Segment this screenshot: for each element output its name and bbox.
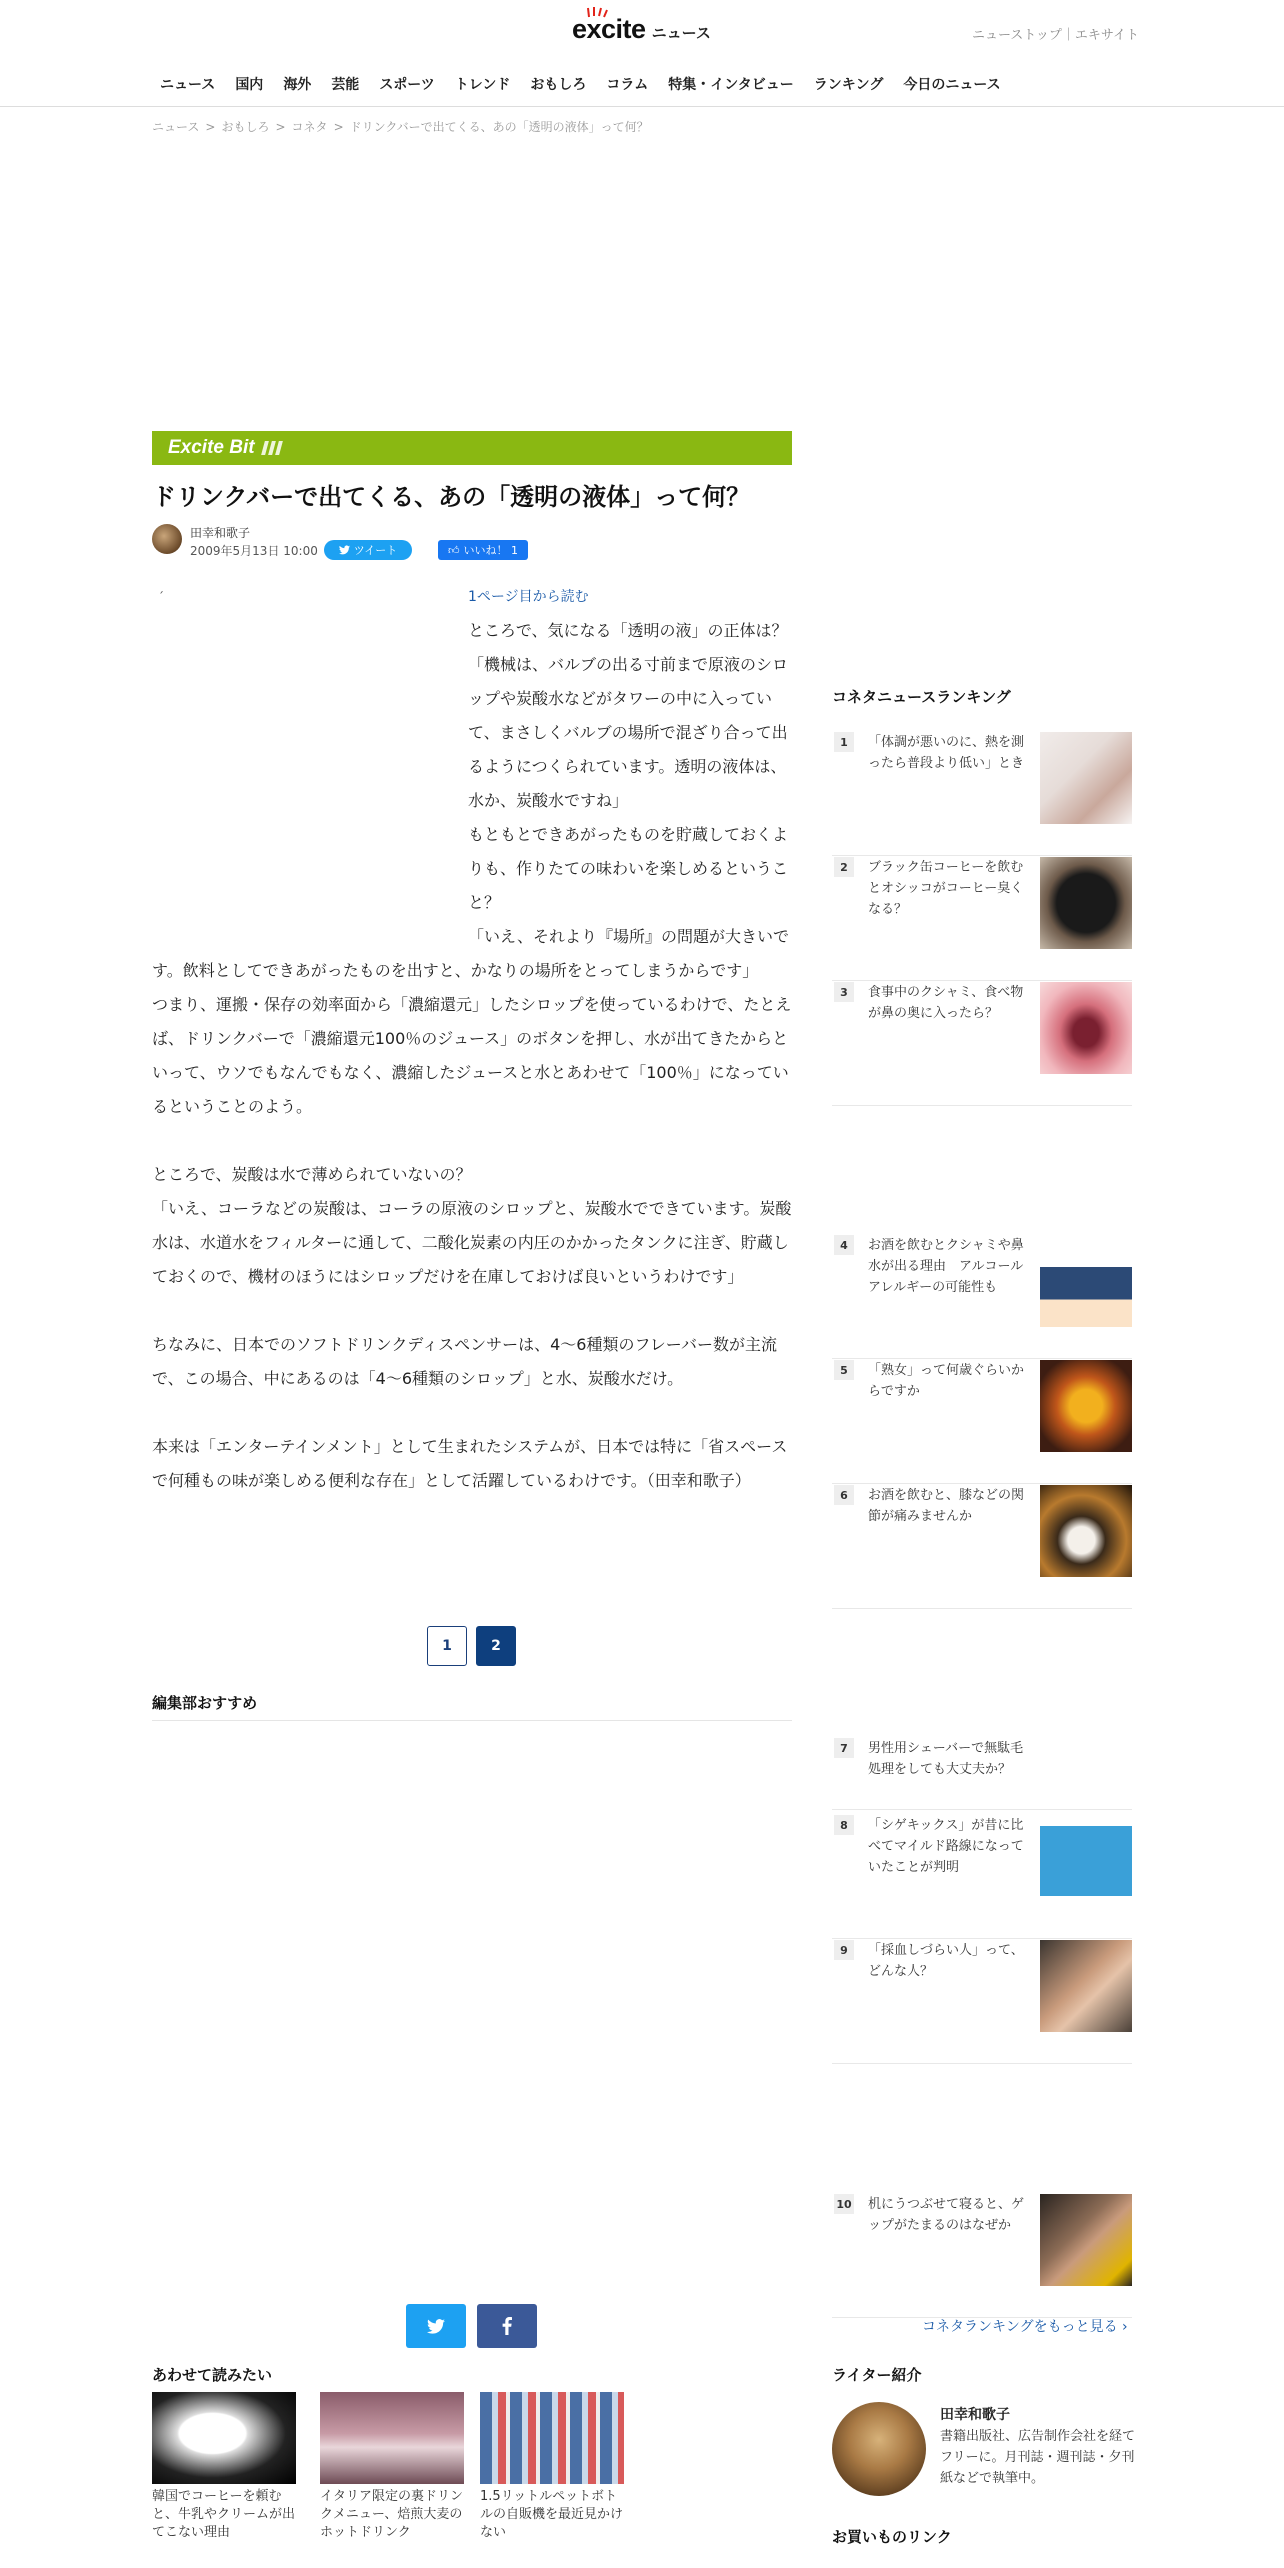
- tweet-label: ツイート: [353, 544, 398, 557]
- nav-item[interactable]: ニュース: [160, 77, 216, 93]
- related-thumb-espresso: [320, 2392, 464, 2484]
- ranking-title: 「採血しづらい人」って、どんな人？: [868, 1943, 1024, 1979]
- ranking-item[interactable]: [832, 982, 1132, 1106]
- ranking-item[interactable]: [832, 857, 1132, 981]
- nav-item[interactable]: ランキング: [813, 77, 884, 93]
- writer-heading: ライター紹介: [832, 2366, 922, 2384]
- article-paragraph: つまり、運搬・保存の効率面から「濃縮還元」したシロップを使っているわけで、たとえば、ドリンクバーで「濃縮還元100％のジュース」のボタンを押し、水が出てきたからといって、ウソでもなんでもなく、濃縮したジュースと水とあわせて「100％」になっているということのよう。: [152, 995, 792, 1116]
- article-paragraph: 「いえ、それより『場所』の問題が大きいです。飲料としてできあがったものを出すと、かなりの場所をとってしまうからです」: [152, 927, 789, 980]
- facebook-share-button[interactable]: [477, 2304, 537, 2348]
- shopping-heading: お買いものリンク: [832, 2528, 952, 2546]
- tweet-button[interactable]: [324, 540, 412, 560]
- article-paragraph: ところで、気になる「透明の液」の正体は？: [468, 621, 788, 640]
- ranking-item[interactable]: [832, 1738, 1132, 1810]
- paragraph-gap: [152, 1396, 792, 1430]
- related-item[interactable]: [152, 2392, 296, 2542]
- breadcrumb-link[interactable]: ドリンクバーで出てくる、あの「透明の液体」って何？: [349, 120, 649, 134]
- page-button-1[interactable]: 1: [427, 1626, 467, 1666]
- editor-picks-divider: [152, 1720, 792, 1721]
- read-from-page-1-link[interactable]: 1ページ目から読む: [468, 589, 589, 605]
- top-links[interactable]: ニューストップ｜エキサイト: [971, 28, 1139, 43]
- ranking-title: 机にうつぶせて寝ると、ゲップがたまるのはなぜか: [868, 2197, 1025, 2233]
- excite-news-logo[interactable]: [572, 14, 711, 45]
- breadcrumb-separator: >: [205, 120, 216, 134]
- ranking-number: 10: [834, 2194, 854, 2214]
- writer-bio: 書籍出版社、広告制作会社を経てフリーに。月刊誌・週刊誌・夕刊紙などで執筆中。: [940, 2429, 1136, 2486]
- article-paragraph: 「機械は、バルブの出る寸前まで原液のシロップや炭酸水などがタワーの中に入っていて、まさしくバルブの場所で混ざり合って出るようにつくられています。透明の液体は、水か、炭酸水ですね」: [468, 655, 789, 810]
- ranking-item[interactable]: [832, 1815, 1132, 1939]
- ranking-item[interactable]: [832, 1235, 1132, 1359]
- twitter-share-button[interactable]: [406, 2304, 466, 2348]
- excite-bit-category-bar[interactable]: [152, 431, 792, 465]
- ranking-thumbnail: [1040, 857, 1132, 949]
- nav-divider: [0, 106, 1284, 107]
- nav-item[interactable]: 海外: [283, 77, 312, 93]
- ranking-number: 9: [834, 1940, 854, 1960]
- article-paragraph: ちなみに、日本でのソフトドリンクディスペンサーは、4～6種類のフレーバー数が主流で、この場合、中にあるのは「4～6種類のシロップ」と水、炭酸水だけ。: [152, 1335, 778, 1388]
- breadcrumb-separator: >: [275, 120, 286, 134]
- ranking-title: お酒を飲むと、膝などの関節が痛みませんか: [868, 1488, 1025, 1524]
- paragraph-gap: [152, 1294, 792, 1328]
- author-name[interactable]: 田幸和歌子: [190, 526, 251, 540]
- ranking-number: 6: [834, 1485, 854, 1505]
- related-caption: 1.5リットルペットボトルの自販機を最近見かけない: [480, 2489, 624, 2540]
- ranking-number: 8: [834, 1815, 854, 1835]
- like-label: いいね！ 1: [463, 544, 518, 557]
- article-paragraph: もともとできあがったものを貯蔵しておくよりも、作りたての味わいを楽しめるということ？: [468, 825, 789, 912]
- related-thumb-coffee: [152, 2392, 296, 2484]
- ranking-item[interactable]: [832, 1940, 1132, 2064]
- nav-item[interactable]: コラム: [606, 77, 649, 93]
- breadcrumb: [152, 118, 655, 135]
- ranking-heading: コネタニュースランキング: [832, 688, 1011, 706]
- ranking-thumbnail: [1040, 1940, 1132, 2032]
- nav-item[interactable]: 国内: [235, 77, 264, 93]
- ranking-item[interactable]: [832, 732, 1132, 856]
- twitter-bird-icon: [339, 545, 350, 555]
- ranking-number: 7: [834, 1738, 854, 1758]
- ranking-thumbnail: [1040, 1360, 1132, 1452]
- ranking-number: 2: [834, 857, 854, 877]
- ranking-more-label: コネタランキングをもっと見る: [922, 2319, 1118, 2335]
- chevron-right-icon: ›: [1122, 2319, 1128, 2335]
- nav-item[interactable]: トレンド: [454, 77, 511, 93]
- author-avatar[interactable]: [152, 524, 182, 554]
- breadcrumb-separator: >: [333, 120, 344, 134]
- ranking-thumbnail: [1040, 2194, 1132, 2286]
- category-stripes-icon: [263, 441, 284, 455]
- ranking-title: お酒を飲むとクシャミや鼻水が出る理由 アルコールアレルギーの可能性も: [868, 1238, 1024, 1295]
- ranking-number: 5: [834, 1360, 854, 1380]
- main-nav: [150, 72, 1011, 102]
- breadcrumb-link[interactable]: コネタ: [291, 120, 328, 134]
- nav-item[interactable]: 特集・インタビュー: [668, 77, 794, 93]
- ranking-title: 「熟女」って何歳ぐらいからですか: [868, 1363, 1025, 1399]
- related-item[interactable]: [480, 2392, 624, 2542]
- related-item[interactable]: [320, 2392, 464, 2542]
- ranking-item[interactable]: [832, 2194, 1132, 2318]
- article-paragraph: 本来は「エンターテインメント」として生まれたシステムが、日本では特に「省スペースで何種もの味が楽しめる便利な存在」として活躍しているわけです。（田幸和歌子）: [152, 1437, 788, 1490]
- ranking-thumbnail: [1040, 1235, 1132, 1327]
- nav-item[interactable]: スポーツ: [379, 77, 435, 93]
- ranking-title: ブラック缶コーヒーを飲むとオシッコがコーヒー臭くなる？: [868, 860, 1024, 917]
- related-heading: あわせて読みたい: [152, 2366, 273, 2384]
- nav-item[interactable]: おもしろ: [530, 77, 587, 93]
- ranking-title: 男性用シェーバーで無駄毛処理をしても大丈夫か？: [868, 1741, 1024, 1777]
- nav-item[interactable]: 今日のニュース: [903, 77, 1001, 93]
- related-caption: 韓国でコーヒーを頼むと、牛乳やクリームが出てこない理由: [152, 2489, 296, 2540]
- author-row: [152, 524, 792, 556]
- pagination: [427, 1626, 525, 1666]
- article-body: [152, 580, 792, 1498]
- article-paragraph: ところで、炭酸は水で薄められていないの？: [152, 1165, 472, 1184]
- writer-name[interactable]: 田幸和歌子: [940, 2407, 1010, 2423]
- excite-logo-text: excite: [572, 14, 646, 45]
- facebook-icon: [502, 2317, 512, 2335]
- ranking-title: 「体調が悪いのに、熱を測ったら普段より低い」とき: [868, 735, 1025, 771]
- ranking-item[interactable]: [832, 1485, 1132, 1609]
- logo-spark-icon: [586, 6, 608, 18]
- article-date: 2009年5月13日 10:00: [190, 544, 318, 558]
- article-paragraph: 「いえ、コーラなどの炭酸は、コーラの原液のシロップと、炭酸水でできています。炭酸水は、水道水をフィルターに通して、二酸化炭素の内圧のかかったタンクに注ぎ、貯蔵しておくので、機材のほうにはシロップだけを在庫しておけば良いというわけです」: [152, 1199, 792, 1286]
- logo-news-text: ニュース: [651, 24, 711, 42]
- ranking-title: 「シゲキックス」が昔に比べてマイルド路線になっていたことが判明: [868, 1818, 1024, 1875]
- breadcrumb-link[interactable]: ニュース: [152, 120, 200, 134]
- breadcrumb-link[interactable]: おもしろ: [221, 120, 270, 134]
- writer-avatar[interactable]: [832, 2402, 926, 2496]
- article-image: [152, 580, 468, 950]
- ranking-number: 1: [834, 732, 854, 752]
- ranking-number: 4: [834, 1235, 854, 1255]
- related-thumb-vending: [480, 2392, 624, 2484]
- ranking-title: 食事中のクシャミ、食べ物が鼻の奥に入ったら？: [868, 985, 1024, 1021]
- category-bar-label: Excite Bit: [168, 437, 255, 458]
- ranking-thumbnail: [1040, 1815, 1132, 1907]
- ranking-more-link[interactable]: [922, 2316, 1128, 2336]
- page-button-2[interactable]: 2: [476, 1626, 516, 1666]
- paragraph-gap: [152, 1124, 792, 1158]
- editor-picks-heading: 編集部おすすめ: [152, 1694, 258, 1712]
- image-placeholder-mark: ´: [158, 590, 164, 604]
- thumbs-up-icon: 👍︎: [448, 543, 460, 557]
- facebook-like-button[interactable]: [438, 540, 528, 560]
- related-caption: イタリア限定の裏ドリンクメニュー、焙煎大麦のホットドリンク: [320, 2489, 464, 2540]
- ranking-thumbnail: [1040, 1485, 1132, 1577]
- ranking-thumbnail: [1040, 982, 1132, 1074]
- nav-item[interactable]: 芸能: [331, 77, 360, 93]
- site-header: [0, 0, 1284, 64]
- ranking-number: 3: [834, 982, 854, 1002]
- ranking-item[interactable]: [832, 1360, 1132, 1484]
- ranking-thumbnail: [1040, 732, 1132, 824]
- twitter-icon: [427, 2319, 445, 2334]
- article-title: ドリンクバーで出てくる、あの「透明の液体」って何？: [152, 483, 751, 511]
